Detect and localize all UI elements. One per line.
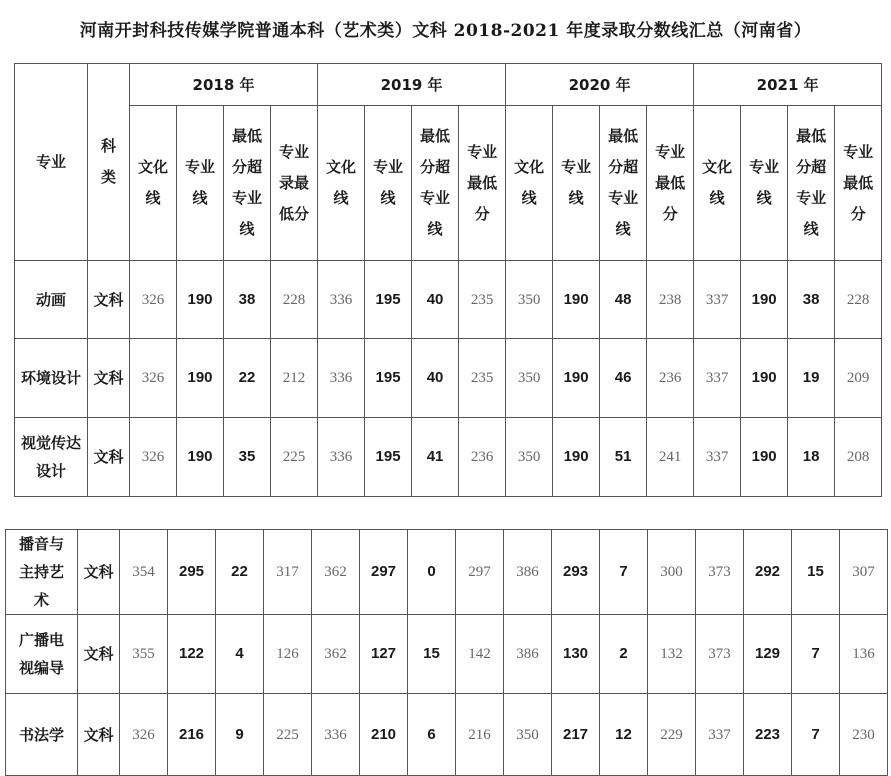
table-row [15, 261, 882, 339]
score-cell: 15 [792, 530, 840, 615]
score-cell: 223 [744, 694, 792, 776]
score-cell: 127 [360, 615, 408, 694]
score-cell: 336 [318, 261, 365, 339]
score-cell: 51 [600, 418, 647, 497]
score-cell: 190 [553, 261, 600, 339]
header-culture: 文化线 [130, 106, 177, 261]
score-cell: 216 [456, 694, 504, 776]
score-cell: 195 [365, 339, 412, 418]
score-cell: 225 [271, 418, 318, 497]
score-cell: 336 [318, 339, 365, 418]
score-cell: 297 [456, 530, 504, 615]
score-cell: 336 [312, 694, 360, 776]
score-cell: 190 [177, 339, 224, 418]
header-culture: 文化线 [506, 106, 553, 261]
score-cell: 40 [412, 339, 459, 418]
score-cell: 190 [177, 418, 224, 497]
score-cell: 7 [600, 530, 648, 615]
page-title: 河南开封科技传媒学院普通本科（艺术类）文科 2018-2021 年度录取分数线汇总（河南省） [79, 21, 812, 41]
score-cell: 38 [788, 261, 835, 339]
score-cell: 7 [792, 694, 840, 776]
score-cell: 326 [130, 418, 177, 497]
score-cell: 212 [271, 339, 318, 418]
header-year-2019: 2019 年 [318, 64, 506, 106]
score-cell: 190 [741, 261, 788, 339]
score-cell: 129 [744, 615, 792, 694]
score-cell: 386 [504, 615, 552, 694]
header-prof: 专业线 [741, 106, 788, 261]
category-cell: 文科 [88, 418, 130, 497]
header-year-2020: 2020 年 [506, 64, 694, 106]
score-cell: 0 [408, 530, 456, 615]
score-cell: 190 [177, 261, 224, 339]
score-cell: 228 [835, 261, 882, 339]
score-cell: 230 [840, 694, 888, 776]
score-cell: 236 [647, 339, 694, 418]
header-min-over: 最低分超专业线 [412, 106, 459, 261]
score-cell: 300 [648, 530, 696, 615]
score-cell: 337 [696, 694, 744, 776]
score-cell: 4 [216, 615, 264, 694]
score-cell: 208 [835, 418, 882, 497]
header-prof: 专业线 [365, 106, 412, 261]
score-cell: 209 [835, 339, 882, 418]
score-cell: 190 [553, 418, 600, 497]
header-prof: 专业线 [177, 106, 224, 261]
header-min-score: 专业最低分 [647, 106, 694, 261]
score-cell: 22 [216, 530, 264, 615]
score-cell: 373 [696, 615, 744, 694]
score-cell: 46 [600, 339, 647, 418]
score-cell: 336 [318, 418, 365, 497]
score-cell: 293 [552, 530, 600, 615]
header-year-2021: 2021 年 [694, 64, 882, 106]
score-cell: 41 [412, 418, 459, 497]
score-cell: 362 [312, 615, 360, 694]
score-cell: 326 [130, 261, 177, 339]
major-name-cell: 动画 [15, 261, 88, 339]
header-prof: 专业线 [553, 106, 600, 261]
header-min-score: 专业录最低分 [271, 106, 318, 261]
table-row [15, 339, 882, 418]
score-table-bottom [5, 529, 888, 776]
score-cell: 297 [360, 530, 408, 615]
category-cell: 文科 [88, 339, 130, 418]
score-cell: 326 [120, 694, 168, 776]
header-year-2018: 2018 年 [130, 64, 318, 106]
header-min-score: 专业最低分 [459, 106, 506, 261]
score-cell: 190 [741, 418, 788, 497]
score-cell: 122 [168, 615, 216, 694]
table-row [15, 418, 882, 497]
score-cell: 195 [365, 418, 412, 497]
table-row [6, 615, 888, 694]
score-cell: 235 [459, 261, 506, 339]
score-cell: 350 [506, 261, 553, 339]
table-row [6, 530, 888, 615]
score-cell: 126 [264, 615, 312, 694]
header-min-over: 最低分超专业线 [224, 106, 271, 261]
header-min-over: 最低分超专业线 [600, 106, 647, 261]
score-cell: 317 [264, 530, 312, 615]
category-cell: 文科 [78, 615, 120, 694]
score-cell: 386 [504, 530, 552, 615]
score-cell: 9 [216, 694, 264, 776]
score-cell: 18 [788, 418, 835, 497]
score-cell: 142 [456, 615, 504, 694]
score-cell: 22 [224, 339, 271, 418]
score-cell: 2 [600, 615, 648, 694]
header-min-score: 专业最低分 [835, 106, 882, 261]
score-cell: 350 [506, 418, 553, 497]
score-cell: 217 [552, 694, 600, 776]
score-cell: 132 [648, 615, 696, 694]
score-cell: 295 [168, 530, 216, 615]
score-table-top [14, 63, 882, 497]
score-cell: 130 [552, 615, 600, 694]
score-cell: 15 [408, 615, 456, 694]
score-cell: 354 [120, 530, 168, 615]
score-cell: 238 [647, 261, 694, 339]
score-cell: 236 [459, 418, 506, 497]
header-category: 科类 [88, 64, 130, 261]
score-cell: 195 [365, 261, 412, 339]
score-cell: 38 [224, 261, 271, 339]
major-name-cell: 书法学 [6, 694, 78, 776]
score-cell: 362 [312, 530, 360, 615]
header-major: 专业 [15, 64, 88, 261]
score-cell: 190 [741, 339, 788, 418]
score-cell: 292 [744, 530, 792, 615]
score-cell: 7 [792, 615, 840, 694]
score-cell: 337 [694, 261, 741, 339]
score-cell: 12 [600, 694, 648, 776]
major-name-cell: 环境设计 [15, 339, 88, 418]
major-name-cell: 视觉传达设计 [15, 418, 88, 497]
score-cell: 210 [360, 694, 408, 776]
header-min-over: 最低分超专业线 [788, 106, 835, 261]
score-cell: 136 [840, 615, 888, 694]
score-cell: 40 [412, 261, 459, 339]
score-cell: 19 [788, 339, 835, 418]
score-cell: 337 [694, 418, 741, 497]
header-culture: 文化线 [694, 106, 741, 261]
score-cell: 216 [168, 694, 216, 776]
score-cell: 6 [408, 694, 456, 776]
score-cell: 225 [264, 694, 312, 776]
category-cell: 文科 [88, 261, 130, 339]
score-cell: 326 [130, 339, 177, 418]
score-cell: 307 [840, 530, 888, 615]
score-cell: 190 [553, 339, 600, 418]
score-cell: 350 [504, 694, 552, 776]
major-name-cell: 广播电视编导 [6, 615, 78, 694]
score-cell: 228 [271, 261, 318, 339]
score-cell: 355 [120, 615, 168, 694]
category-cell: 文科 [78, 530, 120, 615]
major-name-cell: 播音与主持艺术 [6, 530, 78, 615]
score-cell: 337 [694, 339, 741, 418]
score-cell: 229 [648, 694, 696, 776]
score-cell: 48 [600, 261, 647, 339]
score-cell: 35 [224, 418, 271, 497]
category-cell: 文科 [78, 694, 120, 776]
score-cell: 235 [459, 339, 506, 418]
table-row [6, 694, 888, 776]
score-cell: 350 [506, 339, 553, 418]
score-cell: 373 [696, 530, 744, 615]
header-culture: 文化线 [318, 106, 365, 261]
score-cell: 241 [647, 418, 694, 497]
